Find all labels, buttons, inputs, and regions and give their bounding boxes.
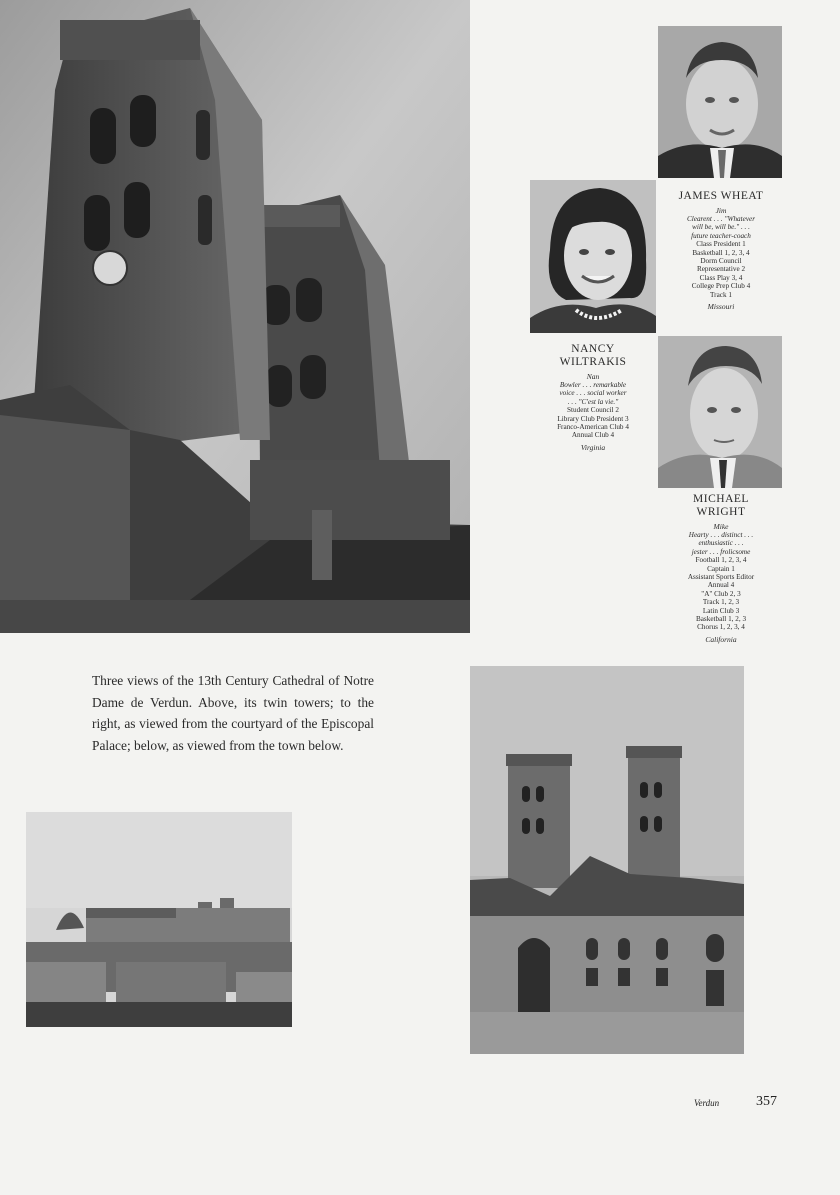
bio-line: Captain 1 bbox=[707, 564, 735, 573]
bio-line: Representative 2 bbox=[696, 265, 746, 274]
senior-state: California bbox=[705, 634, 737, 644]
bio-michael-wright bbox=[660, 493, 782, 644]
folio-section: Verdun bbox=[694, 1098, 720, 1108]
bio-line: enthusiastic . . . bbox=[698, 539, 744, 548]
bio-line: Franco-American Club 4 bbox=[557, 423, 629, 432]
bio-james-wheat bbox=[660, 190, 782, 311]
bio-line: Hearty . . . distinct . . . bbox=[688, 531, 754, 539]
towers-photo bbox=[0, 0, 470, 633]
bio-line: Student Council 2 bbox=[567, 406, 619, 415]
senior-name: NANCY bbox=[571, 343, 615, 355]
bio-line: Assistant Sports Editor bbox=[687, 573, 755, 582]
bio-line: Track 1, 2, 3 bbox=[702, 598, 740, 607]
senior-name: MICHAEL bbox=[693, 493, 749, 505]
senior-nickname: Nan bbox=[586, 372, 600, 381]
senior-state: Missouri bbox=[707, 302, 735, 312]
senior-name: WRIGHT bbox=[696, 506, 746, 518]
bio-line: Library Club President 3 bbox=[557, 414, 629, 423]
bio-line: Class President 1 bbox=[696, 240, 746, 249]
senior-nickname: Mike bbox=[713, 522, 729, 531]
bio-line: Bowler . . . remarkable bbox=[559, 381, 627, 389]
bio-nancy-wiltrakis bbox=[530, 343, 656, 452]
senior-state: Virginia bbox=[580, 442, 606, 452]
courtyard-photo bbox=[470, 666, 744, 1054]
page-caption: Three views of the 13th Century Cathedral of Notre Dame de Verdun. Above, its twin towers; to the right, as viewed from the courtyard of the Episcopal Palace; below, as viewed from the town below. bbox=[92, 673, 374, 753]
portrait-michael-wright bbox=[658, 336, 782, 488]
bio-line: . . . "C'est la vie." bbox=[567, 397, 619, 406]
page-number: 357 bbox=[756, 1094, 777, 1109]
bio-line: College Prep Club 4 bbox=[691, 282, 751, 291]
senior-name: WILTRAKIS bbox=[559, 356, 627, 368]
senior-nickname: Jim bbox=[715, 206, 727, 215]
bio-line: Basketball 1, 2, 3, 4 bbox=[692, 248, 750, 257]
senior-name: JAMES WHEAT bbox=[678, 190, 764, 202]
portrait-james-wheat bbox=[658, 26, 782, 178]
bio-line: Annual 4 bbox=[707, 581, 735, 590]
bio-line: jester . . . frolicsome bbox=[691, 547, 751, 556]
bio-line: Track 1 bbox=[710, 290, 732, 299]
bio-line: voice . . . social worker bbox=[559, 389, 627, 398]
bio-line: Class Play 3, 4 bbox=[699, 273, 743, 282]
bio-line: Annual Club 4 bbox=[571, 431, 615, 440]
town-photo bbox=[26, 812, 292, 1027]
bio-line: Chorus 1, 2, 3, 4 bbox=[697, 623, 745, 632]
bio-line: Latin Club 3 bbox=[702, 606, 740, 615]
bio-line: Dorm Council bbox=[700, 257, 742, 266]
bio-line: future teacher-coach bbox=[691, 231, 751, 240]
bio-line: Clearent . . . "Whatever bbox=[686, 215, 756, 223]
bio-line: Basketball 1, 2, 3 bbox=[695, 615, 747, 624]
bio-line: Football 1, 2, 3, 4 bbox=[695, 556, 747, 565]
bio-line: will be, will be." . . . bbox=[692, 223, 750, 232]
portrait-nancy-wiltrakis bbox=[530, 180, 656, 333]
bio-line: "A" Club 2, 3 bbox=[701, 589, 741, 598]
